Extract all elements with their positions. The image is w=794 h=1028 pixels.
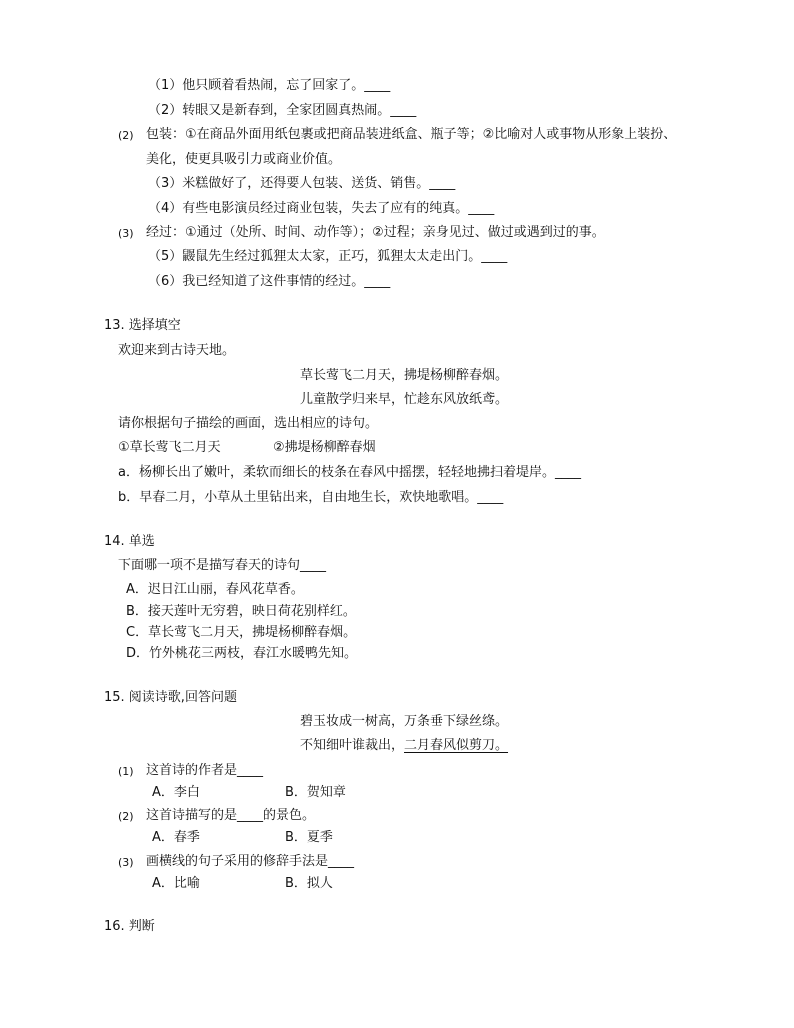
sentence-3: （3）米糕做好了，还得要人包装、送货、销售。____	[148, 176, 456, 191]
definition-text: 经过：①通过（处所、时间、动作等）；②过程；亲身见过、做过或遇到过的事。	[146, 225, 605, 240]
poem-line: 草长莺飞二月天，拂堤杨柳醉春烟。	[300, 368, 509, 383]
intro-text: 欢迎来到古诗天地。	[118, 343, 236, 358]
part-number: (2)	[118, 129, 134, 142]
question-title: 16. 判断	[104, 919, 155, 934]
item-a: a．杨柳长出了嫩叶，柔软而细长的枝条在春风中摇摆，轻轻地拂扫着堤岸。____	[118, 465, 581, 480]
definition-text: 包装：①在商品外面用纸包裹或把商品装进纸盒、瓶子等；②比喻对人或事物从形象上装扮、	[146, 127, 677, 142]
definition-text: 美化，使更具吸引力或商业价值。	[146, 152, 342, 167]
choice-c: C．草长莺飞二月天，拂堤杨柳醉春烟。	[126, 625, 357, 640]
question-title: 13. 选择填空	[104, 318, 181, 333]
question-title: 14. 单选	[104, 534, 155, 549]
item-b: b．早春二月，小草从土里钻出来，自由地生长，欢快地歌唱。____	[118, 490, 504, 505]
choice-b: B．拟人	[285, 876, 333, 891]
sentence-2: （2）转眼又是新春到，全家团圆真热闹。____	[148, 103, 417, 118]
sentence-6: （6）我已经知道了这件事情的经过。____	[148, 274, 391, 289]
instruction-text: 请你根据句子描绘的画面，选出相应的诗句。	[118, 416, 379, 431]
poem-line: 碧玉妆成一树高，万条垂下绿丝绦。	[300, 714, 509, 729]
choice-b: B．夏季	[285, 830, 333, 845]
choice-d: D．竹外桃花三两枝，春江水暖鸭先知。	[126, 646, 358, 661]
question-stem: 这首诗的作者是____	[146, 763, 264, 778]
option-2: ②拂堤杨柳醉春烟	[273, 440, 376, 455]
poem-line	[300, 737, 508, 755]
question-title: 15. 阅读诗歌,回答问题	[104, 690, 237, 705]
choice-b: B．接天莲叶无穷碧，映日荷花别样红。	[126, 604, 356, 619]
poem-line: 儿童散学归来早，忙趁东风放纸鸢。	[300, 392, 509, 407]
sentence-4: （4）有些电影演员经过商业包装，失去了应有的纯真。____	[148, 201, 495, 216]
part-number: (1)	[118, 765, 134, 778]
choice-a: A．比喻	[152, 876, 200, 891]
underlined-sentence: 二月春风似剪刀。	[404, 738, 509, 753]
choice-b: B．贺知章	[285, 785, 346, 800]
sentence-5: （5）鼹鼠先生经过狐狸太太家，正巧，狐狸太太走出门。____	[148, 249, 508, 264]
part-number: (3)	[118, 227, 134, 240]
part-number: (3)	[118, 856, 134, 869]
question-stem: 这首诗描写的是____的景色。	[146, 808, 316, 823]
sentence-1: （1）他只顾着看热闹，忘了回家了。____	[148, 78, 391, 93]
poem-line-part: 不知细叶谁裁出，	[300, 738, 405, 753]
question-stem: 画横线的句子采用的修辞手法是____	[146, 854, 355, 869]
choice-a: A．迟日江山丽，春风花草香。	[126, 582, 304, 597]
question-stem: 下面哪一项不是描写春天的诗句____	[118, 558, 327, 573]
option-1: ①草长莺飞二月天	[118, 440, 221, 455]
part-number: (2)	[118, 810, 134, 823]
choice-a: A．春季	[152, 830, 200, 845]
choice-a: A．李白	[152, 785, 200, 800]
